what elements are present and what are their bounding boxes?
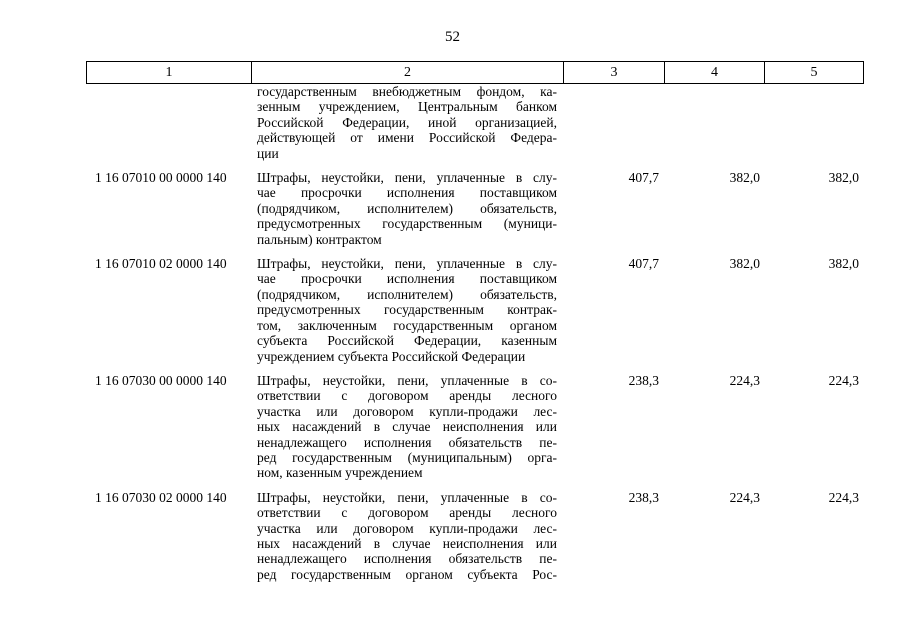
column-header-2: 2 [252, 62, 564, 83]
description-line: ных насаждений в случае неисполнения или [257, 419, 557, 435]
description-line: участка или договором купли-продажи лес- [257, 403, 557, 419]
column-header-3: 3 [564, 62, 665, 83]
row-description [257, 256, 557, 364]
value-col3: 407,7 [628, 170, 659, 186]
description-line: ненадлежащего исполнения обязательств пе- [257, 551, 557, 567]
description-line: Российской Федерации, иной организацией, [257, 114, 557, 130]
description-line: (подрядчиком, исполнителем) обязательств, [257, 200, 557, 216]
description-line: ответствии с договором аренды лесного [257, 388, 557, 404]
value-col5: 382,0 [828, 170, 859, 186]
description-line: ред государственным (муниципальным) орга- [257, 449, 557, 465]
description-line: ненадлежащего исполнения обязательств пе- [257, 434, 557, 450]
description-line: чае просрочки исполнения поставщиком [257, 271, 557, 287]
description-line: субъекта Российской Федерации, казенным [257, 333, 557, 349]
table-row [0, 373, 905, 481]
description-line: Штрафы, неустойки, пени, уплаченные в слу- [257, 256, 557, 272]
table-header [86, 61, 864, 84]
description-line: ных насаждений в случае неисполнения или [257, 535, 557, 551]
table-row [0, 170, 905, 247]
table-row [0, 256, 905, 364]
column-header-4: 4 [665, 62, 765, 83]
value-col5: 224,3 [828, 372, 859, 388]
continuation-row [0, 84, 905, 161]
description-line: Штрафы, неустойки, пени, уплаченные в слу- [257, 170, 557, 186]
description-line: ции [257, 145, 279, 161]
value-col3: 407,7 [628, 256, 659, 272]
description-line: зенным учреждением, Центральным банком [257, 99, 557, 115]
description-line: Штрафы, неустойки, пени, уплаченные в со- [257, 372, 557, 388]
budget-code: 1 16 07030 02 0000 140 [95, 489, 227, 505]
value-col3: 238,3 [628, 489, 659, 505]
budget-code: 1 16 07010 02 0000 140 [95, 256, 227, 272]
description-line: ред государственным органом субъекта Рос- [257, 566, 557, 582]
row-description [257, 170, 557, 247]
value-col5: 382,0 [828, 256, 859, 272]
description-line: том, заключенным государственным органом [257, 317, 557, 333]
value-col3: 238,3 [628, 372, 659, 388]
description-line: пальным) контрактом [257, 231, 382, 247]
description-line: (подрядчиком, исполнителем) обязательств, [257, 286, 557, 302]
value-col4: 224,3 [729, 489, 760, 505]
continuation-description [257, 84, 557, 161]
description-line: ответствии с договором аренды лесного [257, 505, 557, 521]
budget-code: 1 16 07030 00 0000 140 [95, 372, 227, 388]
description-line: ном, казенным учреждением [257, 465, 423, 481]
description-line: чае просрочки исполнения поставщиком [257, 185, 557, 201]
value-col4: 382,0 [729, 256, 760, 272]
description-line: учреждением субъекта Российской Федерации [257, 348, 526, 364]
description-line: участка или договором купли-продажи лес- [257, 520, 557, 536]
description-line: предусмотренных государственным контрак- [257, 302, 557, 318]
description-line: действующей от имени Российской Федера- [257, 130, 557, 146]
table-row [0, 490, 905, 582]
page-number: 52 [445, 29, 460, 45]
row-description [257, 373, 557, 481]
row-description [257, 490, 557, 582]
table-body [0, 84, 905, 582]
column-header-5: 5 [810, 65, 818, 80]
column-header-1: 1 [87, 62, 252, 83]
value-col4: 382,0 [729, 170, 760, 186]
description-line: Штрафы, неустойки, пени, уплаченные в со- [257, 489, 557, 505]
value-col4: 224,3 [729, 372, 760, 388]
value-col5: 224,3 [828, 489, 859, 505]
description-line: государственным внебюджетным фондом, ка- [257, 84, 557, 99]
budget-code: 1 16 07010 00 0000 140 [95, 170, 227, 186]
description-line: предусмотренных государственным (муници- [257, 216, 557, 232]
